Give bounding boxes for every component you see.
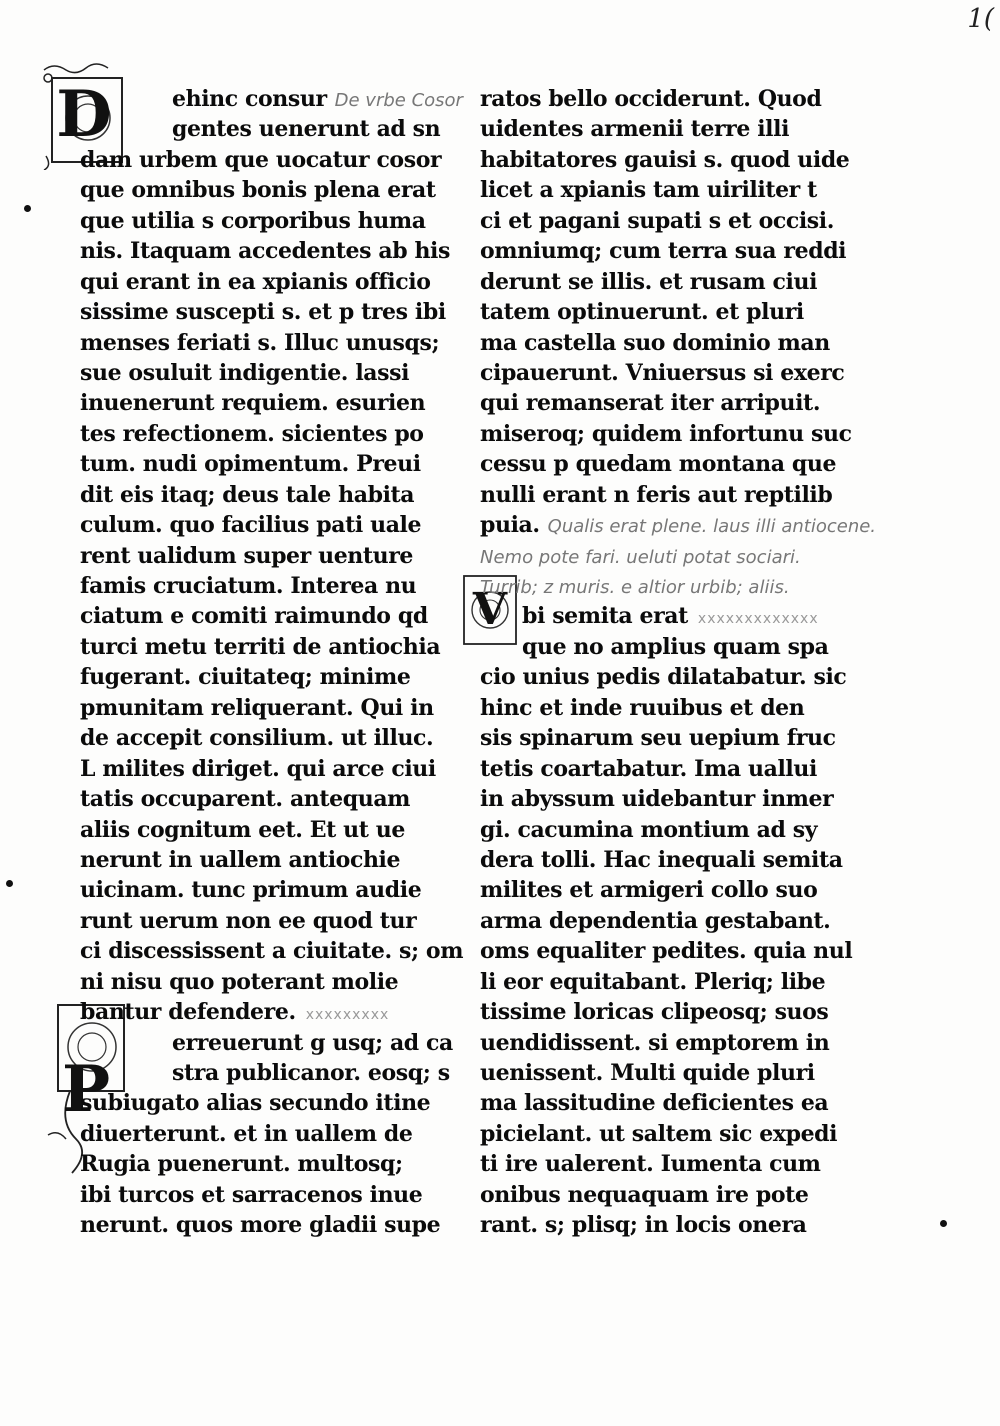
text-line [480, 601, 880, 631]
text-line [480, 297, 880, 327]
text-line [80, 845, 480, 875]
text-line [80, 510, 480, 540]
text-line [80, 936, 480, 966]
text-line [80, 145, 480, 175]
line-text: rent ualidum super uenture [80, 542, 414, 569]
text-line [480, 1180, 880, 1210]
text-line [480, 875, 880, 905]
line-text: pmunitam reliquerant. Qui in [80, 694, 434, 721]
text-line [80, 815, 480, 845]
line-text: ni nisu quo poterant molie [80, 968, 399, 995]
text-line [80, 388, 480, 418]
line-text: tatis occuparent. antequam [80, 786, 411, 813]
line-text: ti ire ualerent. Iumenta cum [480, 1151, 821, 1178]
line-text: sue osuluit indigentie. lassi [80, 359, 410, 386]
line-text: famis cruciatum. Interea nu [80, 573, 417, 599]
line-text: oms equaliter pedites. quia nul [480, 938, 853, 965]
line-text: onibus nequaquam ire pote [480, 1181, 809, 1208]
line-text: gentes uenerunt ad sn [172, 116, 441, 143]
text-line [480, 1028, 880, 1058]
line-text: habitatores gauisi s. quod uide [480, 146, 850, 173]
text-line [480, 267, 880, 297]
line-text: milites et armigeri collo suo [480, 877, 818, 904]
text-line [480, 1210, 880, 1240]
line-text: que utilia s corporibus huma [80, 207, 426, 234]
line-text: fugerant. ciuitateq; minime [80, 664, 411, 691]
text-line [80, 236, 480, 266]
line-text: tes refectionem. sicientes po [80, 420, 424, 447]
line-text: culum. quo facilius pati uale [80, 512, 422, 539]
text-line [480, 175, 880, 205]
text-line [480, 114, 880, 144]
text-line [480, 206, 880, 236]
line-text: sissime suscepti s. et p tres ibi [80, 299, 446, 326]
line-text: ibi turcos et sarracenos inue [80, 1181, 423, 1208]
line-text: uendidissent. si emptorem in [480, 1029, 830, 1056]
text-line [80, 1058, 480, 1088]
line-text: puia. [480, 512, 540, 539]
text-line [480, 723, 880, 753]
text-line [480, 236, 880, 266]
text-line [80, 1149, 480, 1179]
text-line [480, 145, 880, 175]
margin-dot [6, 880, 13, 887]
text-line [80, 328, 480, 358]
text-line [480, 754, 880, 784]
line-text: erreuerunt g usq; ad ca [172, 1029, 453, 1056]
text-line [480, 845, 880, 875]
line-text: in abyssum uidebantur inmer [480, 786, 834, 813]
text-line [80, 206, 480, 236]
line-text: ci et pagani supati s et occisi. [480, 207, 835, 234]
line-text: aliis cognitum eet. Et ut ue [80, 816, 405, 843]
text-line [80, 297, 480, 327]
text-line [480, 693, 880, 723]
text-line [80, 723, 480, 753]
line-text: ratos bello occiderunt. Quod [480, 86, 822, 112]
line-text: qui erant in ea xpianis officio [80, 268, 431, 295]
line-text: subiugato alias secundo itine [80, 1090, 431, 1117]
line-text: li eor equitabant. Pleriq; libe [480, 968, 826, 995]
text-line [80, 662, 480, 692]
line-text: dera tolli. Hac inequali semita [480, 846, 843, 873]
line-text: turci metu territi de antiochia [80, 633, 441, 660]
rubric-note: De vrbe Cosor [334, 90, 463, 111]
text-line [480, 997, 880, 1027]
line-text: arma dependentia gestabant. [480, 907, 831, 934]
text-line [80, 1180, 480, 1210]
line-text: dam urbem que uocatur cosor [80, 146, 442, 173]
margin-dot [24, 205, 31, 212]
right-text-column [480, 84, 880, 1241]
line-text: de accepit consilium. ut illuc. [80, 725, 434, 752]
text-line [480, 358, 880, 388]
text-line [480, 541, 880, 571]
text-line [80, 875, 480, 905]
text-line [80, 267, 480, 297]
line-text: menses feriati s. Illuc unusqs; [80, 329, 440, 356]
text-line [80, 1028, 480, 1058]
line-text: hinc et inde ruuibus et den [480, 694, 805, 721]
line-text: ma lassitudine deficientes ea [480, 1090, 829, 1117]
text-line [480, 1088, 880, 1118]
line-text: tum. nudi opimentum. Preui [80, 451, 421, 478]
line-text: tissime loricas clipeosq; suos [480, 999, 829, 1026]
text-line [80, 997, 480, 1027]
line-text: runt uerum non ee quod tur [80, 907, 417, 934]
rubric-note: Qualis erat plene. laus illi antiocene. [547, 516, 877, 538]
text-line [80, 449, 480, 479]
text-line [480, 328, 880, 358]
text-line [80, 1088, 480, 1118]
text-line [480, 632, 880, 662]
text-line [480, 967, 880, 997]
line-text: miseroq; quidem infortunu suc [480, 420, 852, 447]
folio-number: 1( [967, 4, 994, 34]
line-text: Rugia puenerunt. multosq; [80, 1151, 403, 1178]
text-line [80, 84, 480, 114]
text-line [480, 1149, 880, 1179]
text-line [80, 967, 480, 997]
left-text-column [80, 84, 480, 1241]
text-line [480, 1058, 880, 1088]
text-line [80, 114, 480, 144]
line-text: nerunt. quos more gladii supe [80, 1212, 441, 1239]
line-text: ci discessissent a ciuitate. s; om [80, 938, 464, 965]
line-text: cio unius pedis dilatabatur. sic [480, 664, 847, 691]
text-line [80, 601, 480, 631]
text-line [480, 1119, 880, 1149]
text-line [480, 571, 880, 601]
text-line [80, 480, 480, 510]
text-line [80, 754, 480, 784]
text-line [480, 449, 880, 479]
decorated-initial-d: D [38, 60, 130, 170]
text-line [80, 358, 480, 388]
line-text: licet a xpianis tam uiriliter t [480, 177, 817, 204]
rubric-note: Nemo pote fari. ueluti potat sociari. [480, 546, 801, 568]
line-text: tetis coartabatur. Ima uallui [480, 755, 817, 782]
decorated-initial-v: V [458, 570, 522, 650]
line-text: ma castella suo dominio man [480, 329, 830, 356]
rubric-note: Turrib; z muris. e altior urbib; aliis. [480, 577, 790, 598]
decorated-initial-p: P [40, 995, 132, 1185]
line-filler: xxxxxxxxx [305, 1007, 390, 1024]
line-text: L milites diriget. qui arce ciui [80, 755, 436, 782]
text-line [480, 388, 880, 418]
line-text: sis spinarum seu uepium fruc [480, 725, 836, 752]
text-line [480, 936, 880, 966]
line-text: ehinc consur [172, 86, 327, 112]
line-text: ciatum e comiti raimundo qd [80, 603, 428, 630]
text-line [80, 784, 480, 814]
line-text: stra publicanor. eosq; s [172, 1060, 450, 1086]
line-text: inuenerunt requiem. esurien [80, 390, 426, 417]
text-line [80, 175, 480, 205]
line-text: cessu p quedam montana que [480, 451, 837, 478]
text-line [80, 419, 480, 449]
text-line [480, 84, 880, 114]
line-text: uidentes armenii terre illi [480, 116, 790, 143]
line-text: bi semita erat [522, 603, 688, 630]
line-text: gi. cacumina montium ad sy [480, 816, 818, 843]
text-line [480, 815, 880, 845]
text-line [80, 1210, 480, 1240]
text-line [480, 784, 880, 814]
text-line [80, 906, 480, 936]
line-text: derunt se illis. et rusam ciui [480, 268, 818, 295]
line-text: que omnibus bonis plena erat [80, 177, 436, 204]
line-text: qui remanserat iter arripuit. [480, 390, 821, 417]
text-line [80, 632, 480, 662]
line-text: picielant. ut saltem sic expedi [480, 1120, 838, 1147]
text-line [480, 906, 880, 936]
line-text: omniumq; cum terra sua reddi [480, 238, 847, 265]
line-text: dit eis itaq; deus tale habita [80, 481, 415, 508]
line-filler: xxxxxxxxxxxxx [697, 611, 819, 628]
text-line [480, 662, 880, 692]
line-text: uicinam. tunc primum audie [80, 877, 422, 904]
line-text: cipauerunt. Vniuersus si exerc [480, 359, 845, 386]
text-line [80, 1119, 480, 1149]
margin-dot [940, 1220, 947, 1227]
text-line [480, 419, 880, 449]
line-text: que no amplius quam spa [522, 633, 829, 660]
line-text: tatem optinuerunt. et pluri [480, 299, 804, 326]
line-text: uenissent. Multi quide pluri [480, 1060, 815, 1086]
text-line [80, 571, 480, 601]
line-text: nulli erant n feris aut reptilib [480, 481, 833, 508]
line-text: nis. Itaquam accedentes ab his [80, 238, 450, 265]
line-text: nerunt in uallem antiochie [80, 846, 401, 873]
text-line [80, 693, 480, 723]
line-text: rant. s; plisq; in locis onera [480, 1212, 807, 1239]
text-line [480, 480, 880, 510]
text-line [480, 510, 880, 540]
line-text: bantur defendere. [80, 999, 296, 1026]
text-line [80, 541, 480, 571]
line-text: diuerterunt. et in uallem de [80, 1120, 413, 1147]
